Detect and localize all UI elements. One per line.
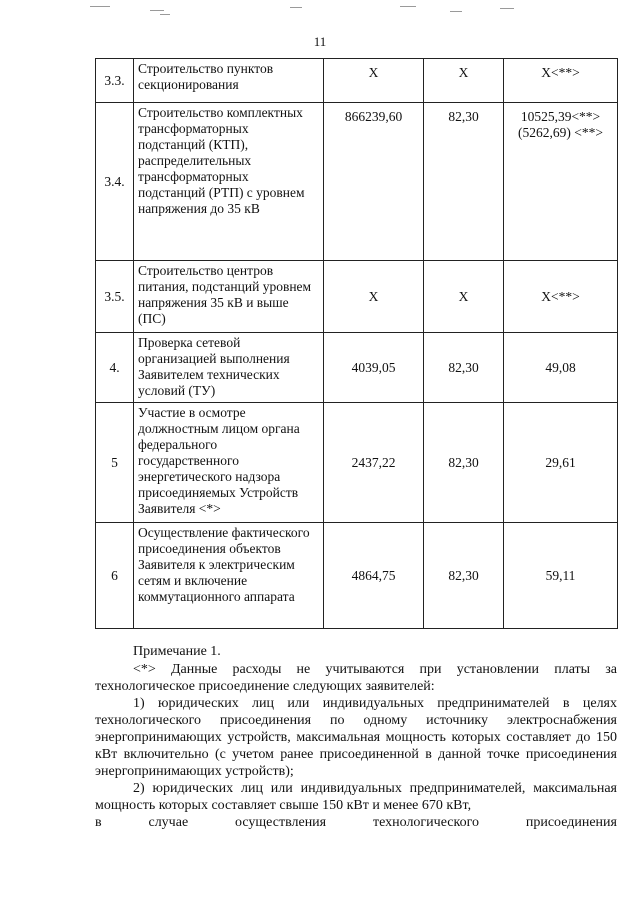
- row-description: Строительство пунктов секционирования: [134, 59, 324, 103]
- row-description: Строительство комплектных трансформаторных подстанций (КТП), распределительных трансформаторных подстанций (РТП) с уровнем напряжения до 35 кВ: [134, 103, 324, 261]
- tariff-table: [95, 58, 618, 629]
- table-row: [96, 333, 618, 403]
- row-description: Строительство центров питания, подстанций уровнем напряжения 35 кВ и выше (ПС): [134, 261, 324, 333]
- row-value-3: 29,61: [504, 403, 618, 523]
- row-number: 6: [96, 523, 134, 629]
- table-row: [96, 523, 618, 629]
- row-value-1: 4864,75: [324, 523, 424, 629]
- page-number: 11: [313, 34, 327, 49]
- row-value-2: 82,30: [424, 403, 504, 523]
- row-number: 3.3.: [96, 59, 134, 103]
- row-number: 4.: [96, 333, 134, 403]
- table-row: [96, 103, 618, 261]
- row-value-1: 866239,60: [324, 103, 424, 261]
- row-value-3: 10525,39<**> (5262,69) <**>: [504, 103, 618, 261]
- row-value-3: 59,11: [504, 523, 618, 629]
- row-number: 5: [96, 403, 134, 523]
- row-number: 3.5.: [96, 261, 134, 333]
- row-value-2: Х: [424, 59, 504, 103]
- note-paragraph: 1) юридических лиц или индивидуальных предпринимателей в целях технологического присоединения по одному источнику электроснабжения энергопринимающих устройств, максимальная мощность которых составляет до 150 кВт включительно (с учетом ранее присоединенной в данной точке присоединения энергопринимающих устройств);: [95, 696, 617, 779]
- row-value-2: 82,30: [424, 103, 504, 261]
- row-description: Проверка сетевой организацией выполнения Заявителем технических условий (ТУ): [134, 333, 324, 403]
- row-value-2: 82,30: [424, 333, 504, 403]
- table-row: [96, 261, 618, 333]
- row-description: Осуществление фактического присоединения объектов Заявителя к электрическим сетям и включение коммутационного аппарата: [134, 523, 324, 629]
- note-paragraph: 2) юридических лиц или индивидуальных предпринимателей, максимальная мощность которых составляет свыше 150 кВт и менее 670 кВт,: [95, 781, 617, 813]
- row-value-1: Х: [324, 261, 424, 333]
- row-description: Участие в осмотре должностным лицом органа федерального государственного энергетического надзора присоединяемых Устройств Заявителя <*>: [134, 403, 324, 523]
- row-number: 3.4.: [96, 103, 134, 261]
- notes-section: [95, 643, 617, 831]
- row-value-3: Х<**>: [504, 261, 618, 333]
- row-value-2: Х: [424, 261, 504, 333]
- table-row: [96, 59, 618, 103]
- note-title: Примечание 1.: [133, 644, 221, 659]
- row-value-1: Х: [324, 59, 424, 103]
- row-value-2: 82,30: [424, 523, 504, 629]
- row-value-1: 2437,22: [324, 403, 424, 523]
- note-paragraph-continued: в случае осуществления технологического присоединения: [95, 815, 617, 830]
- note-paragraph: <*> Данные расходы не учитываются при установлении платы за технологическое присоединение следующих заявителей:: [95, 662, 617, 694]
- row-value-1: 4039,05: [324, 333, 424, 403]
- row-value-3: 49,08: [504, 333, 618, 403]
- row-value-3: Х<**>: [504, 59, 618, 103]
- table-row: [96, 403, 618, 523]
